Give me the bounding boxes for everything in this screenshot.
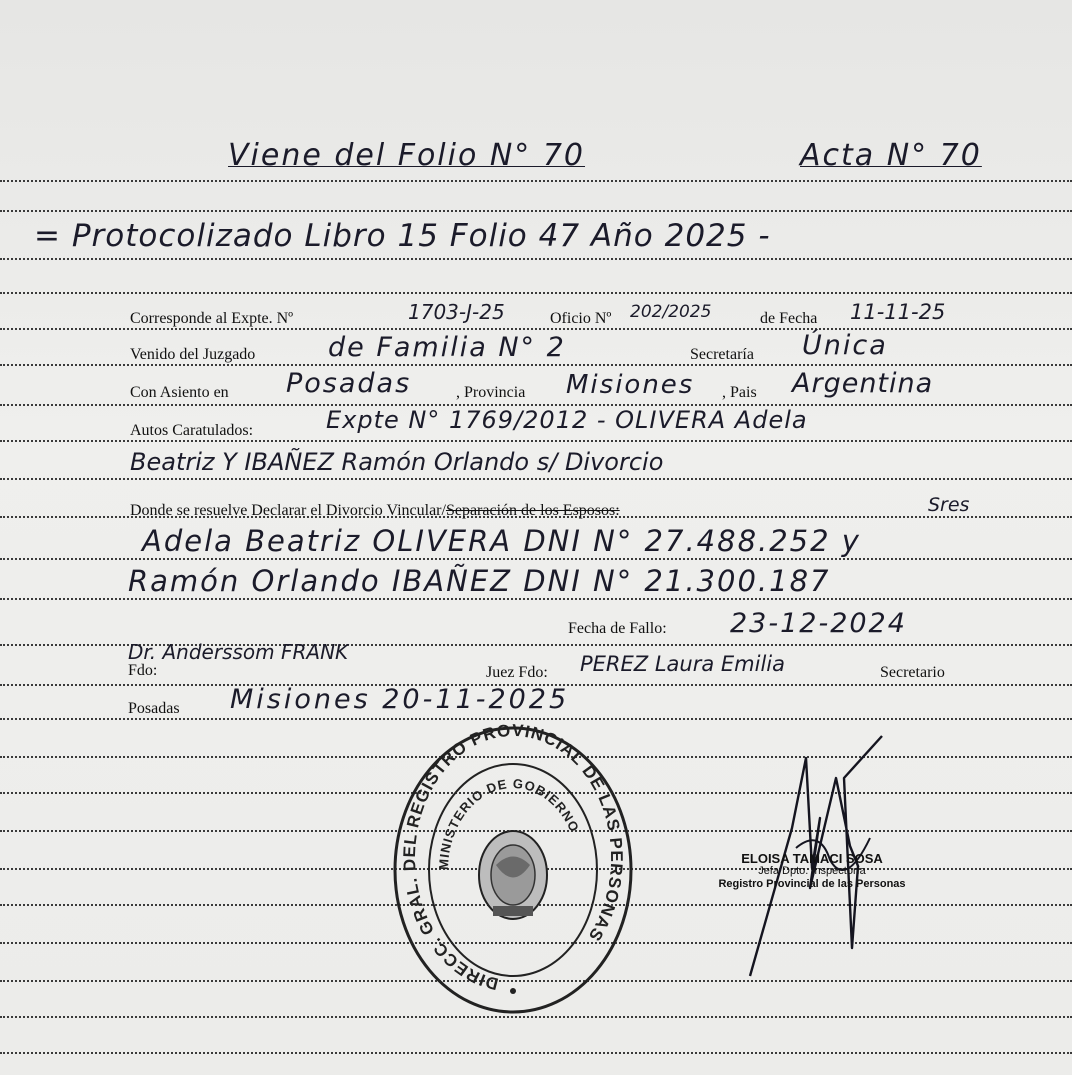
ruled-line bbox=[0, 598, 1072, 600]
posadas-value: Misiones 20-11-2025 bbox=[230, 684, 570, 715]
asiento-label: Con Asiento en bbox=[130, 384, 229, 401]
signature-block bbox=[682, 852, 942, 891]
asiento-value: Posadas bbox=[286, 368, 412, 399]
ruled-line bbox=[0, 292, 1072, 294]
ruled-line bbox=[0, 558, 1072, 560]
signer-org: Registro Provincial de las Personas bbox=[718, 878, 906, 890]
oficio-value: 202/2025 bbox=[630, 302, 712, 322]
pais-value: Argentina bbox=[792, 368, 934, 399]
secretaria-label: Secretaría bbox=[690, 346, 754, 363]
separacion-label: Separación de los Esposos: bbox=[445, 502, 620, 519]
autos-label: Autos Caratulados: bbox=[130, 422, 254, 439]
expte-value: 1703-J-25 bbox=[408, 300, 505, 324]
ruled-line bbox=[0, 210, 1072, 212]
coat-of-arms-icon bbox=[479, 831, 547, 919]
viene-folio: Viene del Folio N° 70 bbox=[228, 138, 586, 173]
divorcio-label: Donde se resuelve Declarar el Divorcio Vincular/ bbox=[130, 502, 446, 519]
juez-value: PEREZ Laura Emilia bbox=[580, 652, 786, 676]
fallo-label: Fecha de Fallo: bbox=[568, 620, 667, 637]
autos-value-line-2: Beatriz Y IBAÑEZ Ramón Orlando s/ Divorcio bbox=[130, 448, 664, 476]
protocolizado-line: = Protocolizado Libro 15 Folio 47 Año 2025 - bbox=[34, 218, 771, 254]
secretario-label: Secretario bbox=[880, 664, 945, 681]
seal-outer-text: DIRECC. GRAL. DEL REGISTRO PROVINCIAL DE LAS PERSONAS bbox=[399, 720, 627, 994]
donde-label bbox=[130, 502, 620, 520]
handwritten-signature bbox=[740, 718, 920, 978]
juzgado-value: de Familia N° 2 bbox=[328, 332, 566, 363]
posadas-label: Posadas bbox=[128, 700, 180, 717]
secretaria-value: Única bbox=[802, 330, 888, 361]
autos-value-line-1: Expte N° 1769/2012 - OLIVERA Adela bbox=[326, 406, 808, 434]
provincia-label: , Provincia bbox=[456, 384, 526, 401]
fecha-value: 11-11-25 bbox=[850, 300, 946, 324]
ruled-line bbox=[0, 364, 1072, 366]
fdo-label: Fdo: bbox=[128, 662, 158, 679]
pais-label: , Pais bbox=[722, 384, 757, 401]
juez-label: Juez Fdo: bbox=[486, 664, 548, 681]
fecha-label: de Fecha bbox=[760, 310, 818, 327]
esposo-2: Ramón Orlando IBAÑEZ DNI N° 21.300.187 bbox=[128, 564, 831, 598]
provincia-value: Misiones bbox=[566, 370, 695, 400]
ruled-line bbox=[0, 180, 1072, 182]
fallo-value: 23-12-2024 bbox=[730, 608, 907, 639]
seal-inner-text: MINISTERIO DE GOBIERNO bbox=[435, 775, 583, 871]
signer-role: Jefa Dpto. Inspectoría bbox=[758, 865, 866, 877]
official-seal bbox=[388, 720, 638, 1020]
ruled-line bbox=[0, 440, 1072, 442]
esposo-1: Adela Beatriz OLIVERA DNI N° 27.488.252 y bbox=[142, 524, 861, 558]
fdo-value: Dr. Anderssom FRANK bbox=[128, 640, 349, 664]
oficio-label: Oficio Nº bbox=[550, 310, 612, 327]
expte-label: Corresponde al Expte. Nº bbox=[130, 310, 294, 327]
ruled-line bbox=[0, 328, 1072, 330]
signer-name: ELOISA TAMACI SOSA bbox=[741, 851, 883, 866]
ruled-line bbox=[0, 258, 1072, 260]
juzgado-label: Venido del Juzgado bbox=[130, 346, 256, 363]
sres-label: Sres bbox=[928, 494, 970, 516]
ruled-line bbox=[0, 478, 1072, 480]
acta-number: Acta N° 70 bbox=[800, 138, 982, 173]
ruled-line bbox=[0, 1052, 1072, 1054]
